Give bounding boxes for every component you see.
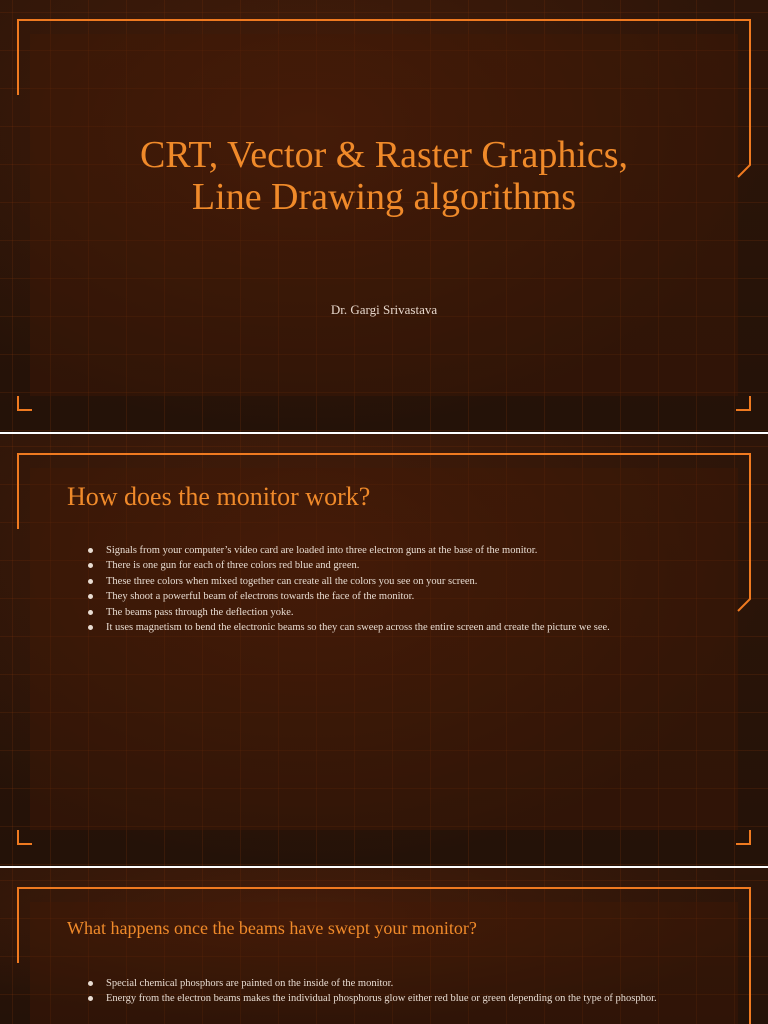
bullet-item: These three colors when mixed together can create all the colors you see on your screen. (88, 574, 700, 589)
slide-2 (0, 434, 768, 866)
slide-title (60, 134, 708, 218)
bullet-item: Special chemical phosphors are painted on the inside of the monitor. (88, 976, 700, 991)
bullet-item: The beams pass through the deflection yoke. (88, 605, 700, 620)
slide-1 (0, 0, 768, 432)
slide-heading: How does the monitor work? (67, 482, 371, 511)
bullet-item: It uses magnetism to bend the electronic beams so they can sweep across the entire screen and create the picture we see. (88, 620, 700, 635)
title-line-1: CRT, Vector & Raster Graphics, (139, 134, 629, 176)
slide-heading: What happens once the beams have swept your monitor? (67, 918, 477, 938)
bullet-item: Signals from your computer’s video card are loaded into three electron guns at the base of the monitor. (88, 543, 700, 558)
bullet-item: There is one gun for each of three colors red blue and green. (88, 558, 700, 573)
bullet-item: They shoot a powerful beam of electrons towards the face of the monitor. (88, 589, 700, 604)
author-subtitle: Dr. Gargi Srivastava (330, 302, 438, 317)
bullet-item: Energy from the electron beams makes the individual phosphorus glow either red blue or green depending on the type of phosphor. (88, 991, 700, 1006)
title-line-2: Line Drawing algorithms (191, 176, 577, 218)
bullet-list (88, 543, 700, 635)
bullet-list (88, 976, 700, 1007)
slide-3 (0, 868, 768, 1024)
